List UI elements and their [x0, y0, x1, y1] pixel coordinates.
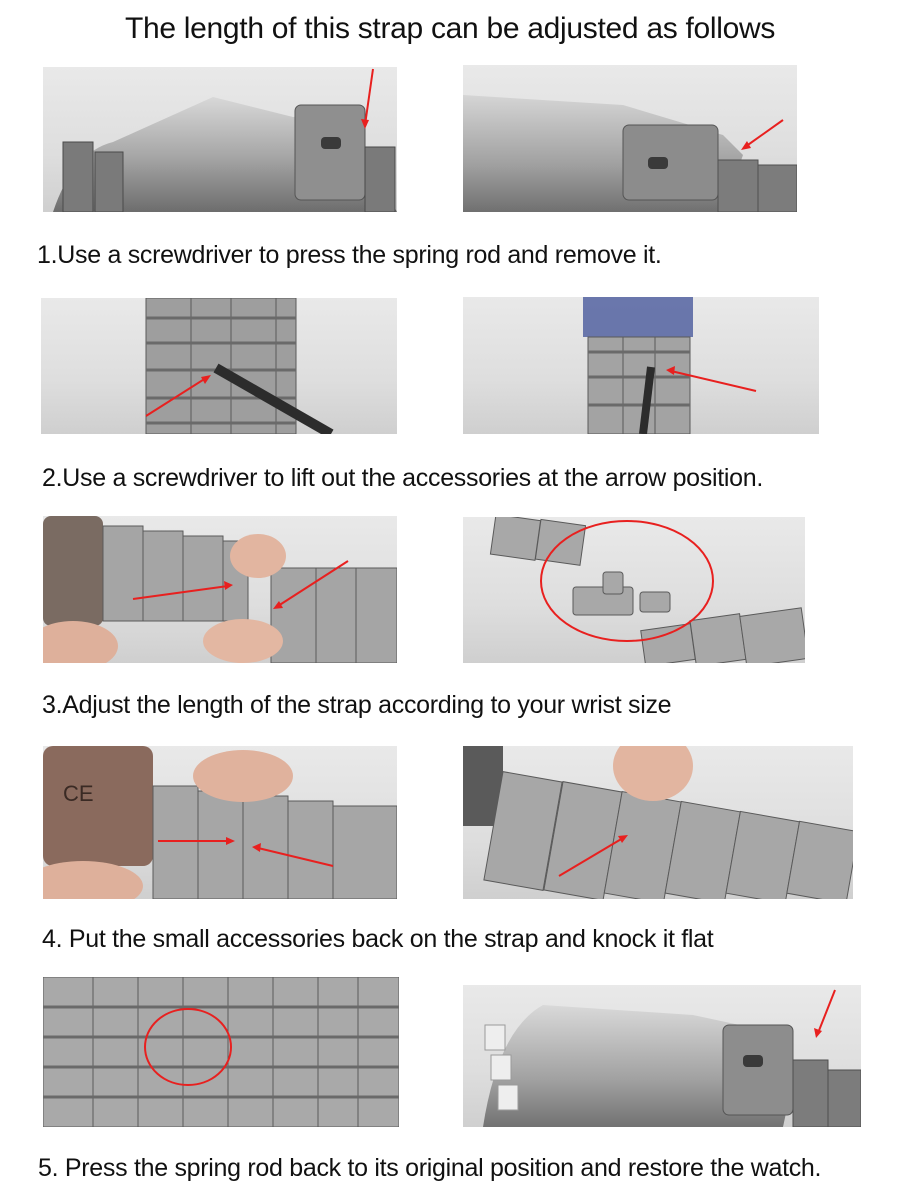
highlight-circle [541, 521, 713, 641]
step5-photo-right [463, 985, 861, 1127]
step4-photo-left [43, 746, 397, 899]
step4-photo-right [463, 746, 853, 899]
step-2-caption: 2.Use a screwdriver to lift out the accessories at the arrow position. [42, 464, 763, 492]
page-title: The length of this strap can be adjusted as follows [124, 12, 776, 45]
annotation-arrow [365, 69, 373, 125]
step2-photo-right [463, 297, 819, 434]
step-4-caption: 4. Put the small accessories back on the strap and knock it flat [42, 925, 714, 953]
step1-photo-left [43, 67, 397, 212]
step3-photo-right [463, 517, 805, 663]
watch-case-back [43, 746, 153, 866]
finger [230, 534, 286, 578]
step-1-caption: 1.Use a screwdriver to press the spring rod and remove it. [37, 241, 662, 269]
step-5-caption: 5. Press the spring rod back to its original position and restore the watch. [38, 1154, 822, 1182]
step-3-caption: 3.Adjust the length of the strap according to your wrist size [42, 691, 672, 719]
step5-photo-left [43, 977, 399, 1127]
watch-case [43, 516, 103, 626]
watch-back-text: CE [63, 781, 94, 806]
step2-photo-left [41, 298, 397, 434]
step1-photo-right [463, 65, 797, 212]
step3-photo-left [43, 516, 397, 663]
